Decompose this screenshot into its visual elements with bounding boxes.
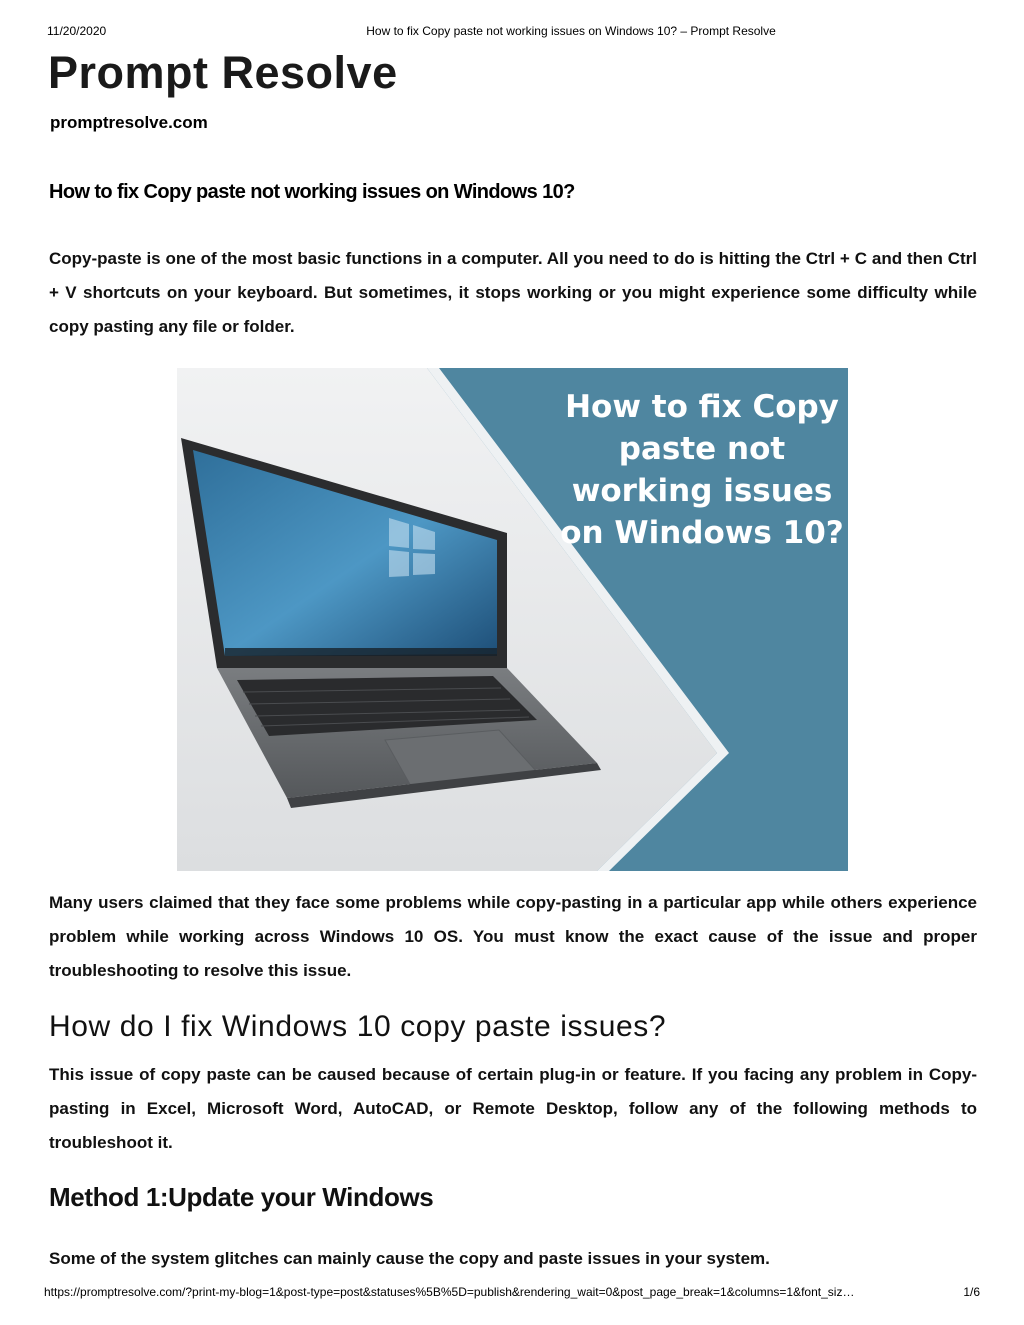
page-number: 1/6 [963,1285,980,1299]
site-title[interactable]: Prompt Resolve [48,47,398,98]
intro-paragraph: Copy-paste is one of the most basic functions in a computer. All you need to do is hitting the Ctrl + C and then Ctrl + V shortcuts on your keyboard. But sometimes, it stops working or you might experience some difficulty while copy pasting any file or folder. [49,249,977,336]
print-header [0,24,1024,40]
print-date: 11/20/2020 [47,24,107,38]
paragraph: Some of the system glitches can mainly cause the copy and paste issues in your system. [49,1249,770,1268]
paragraph: Many users claimed that they face some problems while copy-pasting in a particular app while others experience problem while working across Windows 10 OS. You must know the exact cause of the issue and proper troubleshooting to resolve this issue. [49,893,977,980]
print-url: https://promptresolve.com/?print-my-blog=1&post-type=post&statuses%5B%5D=publish&rendering_wait=0&post_page_break=1&columns=1&font_siz… [44,1285,855,1299]
section-heading: How do I fix Windows 10 copy paste issues? [49,1010,667,1043]
article-featured-image [177,368,848,871]
method-heading: Method 1:Update your Windows [49,1182,434,1212]
site-domain[interactable]: promptresolve.com [50,113,208,132]
print-page-title: How to fix Copy paste not working issues on Windows 10? – Prompt Resolve [366,24,776,38]
paragraph: This issue of copy paste can be caused because of certain plug-in or feature. If you facing any problem in Copy-pasting in Excel, Microsoft Word, AutoCAD, or Remote Desktop, follow any of the following methods to troubleshoot it. [49,1065,977,1152]
image-caption: How to fix Copy paste not working issues on Windows 10? [560,389,844,551]
article-title: How to fix Copy paste not working issues on Windows 10? [49,181,575,203]
